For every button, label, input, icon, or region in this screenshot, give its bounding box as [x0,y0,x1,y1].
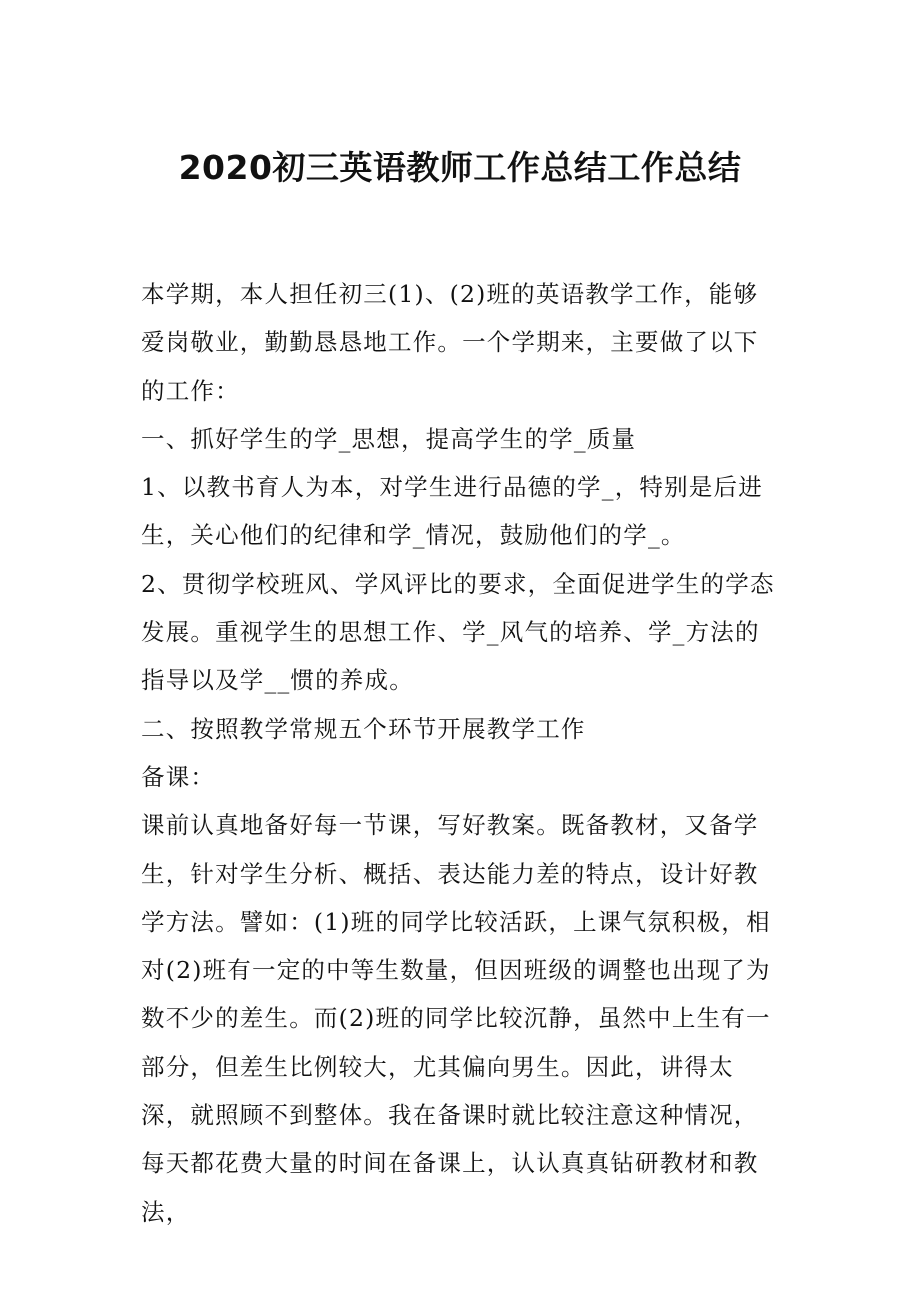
section-heading-2: 二、按照教学常规五个环节开展教学工作 [141,714,586,743]
intro-paragraph: 本学期，本人担任初三(1)、(2)班的英语教学工作，能够爱岗敬业，勤勤恳恳地工作。一个学期来，主要做了以下的工作： [141,280,759,405]
document-body [141,270,781,1236]
section-heading-1: 一、抓好学生的学_思想，提高学生的学_质量 [141,424,637,453]
document-title: 2020初三英语教师工作总结工作总结 [178,148,742,187]
list-item-2: 2、贯彻学校班风、学风评比的要求，全面促进学生的学态发展。重视学生的思想工作、学_风气的培养、学_方法的指导以及学__惯的养成。 [141,569,775,695]
lesson-prep-paragraph: 课前认真地备好每一节课，写好教案。既备教材，又备学生，针对学生分析、概括、表达能力差的特点，设计好教学方法。譬如：(1)班的同学比较活跃，上课气氛积极，相对(2)班有一定的中等生数量，但因班级的调整也出现了为数不少的差生。而(2)班的同学比较沉静，虽然中上生有一部分，但差生比例较大，尤其偏向男生。因此，讲得太深，就照顾不到整体。我在备课时就比较注意这种情况，每天都花费大量的时间在备课上，认认真真钻研教材和教法， [141,811,771,1226]
list-item-1: 1、以教书育人为本，对学生进行品德的学_，特别是后进生，关心他们的纪律和学_情况，鼓励他们的学_。 [141,473,763,550]
subheading-lesson-prep: 备课： [141,762,216,791]
